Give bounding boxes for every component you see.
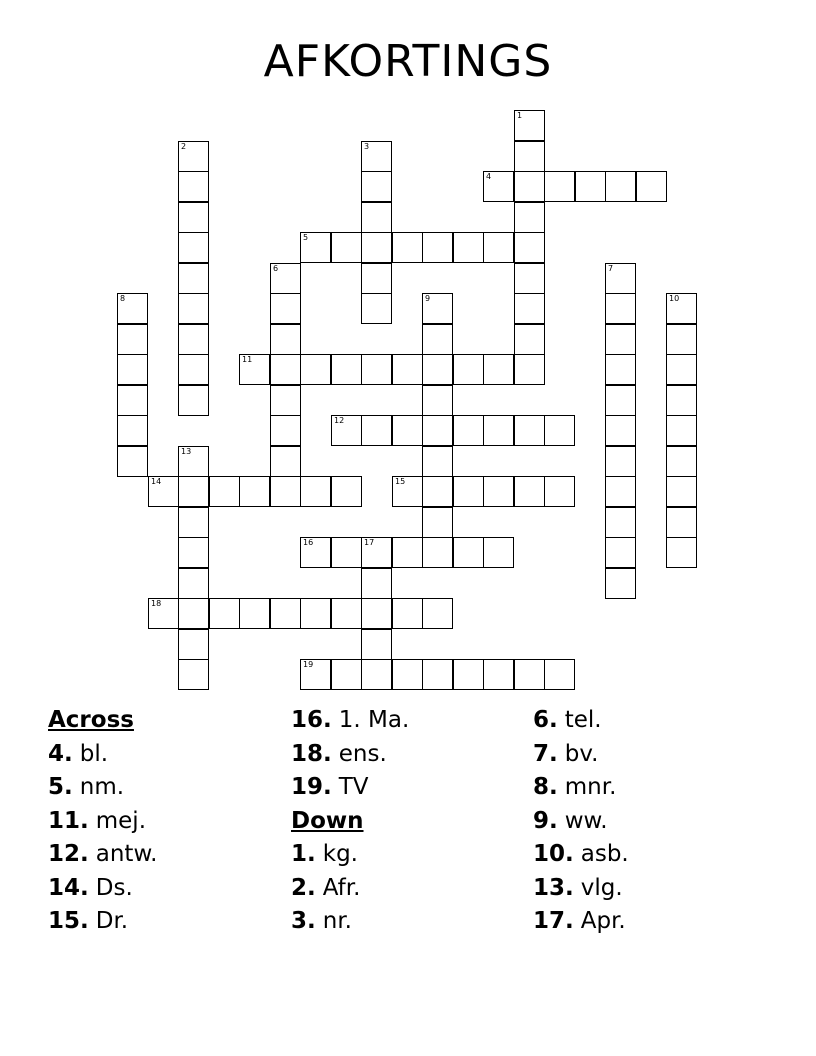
clue-text: bv.	[564, 740, 599, 767]
clue-number: 3.	[291, 908, 316, 934]
grid-cell[interactable]	[361, 537, 392, 568]
grid-cell[interactable]	[209, 476, 240, 507]
grid-cell[interactable]	[148, 598, 179, 629]
clue-text: nr.	[322, 908, 352, 934]
clue-across-18	[291, 738, 531, 772]
clue-text: tel.	[564, 707, 602, 733]
grid-cell[interactable]	[483, 476, 514, 507]
clue-number: 7.	[533, 740, 558, 767]
grid-cell[interactable]	[422, 354, 453, 385]
clue-across-4	[48, 738, 288, 772]
grid-cell[interactable]	[392, 537, 423, 568]
grid-cell[interactable]	[605, 415, 636, 446]
clue-text: vlg.	[580, 874, 623, 901]
cell-number: 11	[242, 355, 253, 364]
grid-cell[interactable]	[392, 354, 423, 385]
grid-cell[interactable]	[331, 659, 362, 690]
grid-cell[interactable]	[483, 171, 514, 202]
grid-cell[interactable]	[514, 141, 545, 172]
grid-cell[interactable]	[453, 476, 484, 507]
grid-cell[interactable]	[117, 446, 148, 477]
grid-cell[interactable]	[605, 537, 636, 568]
grid-cell[interactable]	[178, 385, 209, 416]
grid-cell[interactable]	[178, 507, 209, 538]
across-heading: Across	[48, 707, 134, 733]
cell-number: 8	[120, 294, 126, 303]
grid-cell[interactable]	[209, 598, 240, 629]
clue-text: Afr.	[322, 874, 361, 901]
grid-cell[interactable]	[605, 263, 636, 294]
grid-cell[interactable]	[544, 659, 575, 690]
grid-cell[interactable]	[453, 232, 484, 263]
clue-across-11	[48, 805, 288, 839]
clue-number: 14.	[48, 874, 89, 901]
clue-number: 4.	[48, 740, 73, 767]
grid-cell[interactable]	[666, 385, 697, 416]
grid-cell[interactable]	[117, 385, 148, 416]
grid-cell[interactable]	[331, 537, 362, 568]
down-heading: Down	[291, 807, 364, 834]
grid-cell[interactable]	[178, 476, 209, 507]
grid-cell[interactable]	[392, 659, 423, 690]
cell-number: 16	[303, 538, 314, 547]
clue-number: 16.	[291, 707, 332, 733]
grid-cell[interactable]	[270, 415, 301, 446]
cell-number: 7	[608, 264, 614, 273]
cell-number: 19	[303, 660, 314, 669]
page-title: AFKORTINGS	[263, 36, 553, 87]
grid-cell[interactable]	[331, 354, 362, 385]
cell-number: 4	[486, 172, 492, 181]
grid-cell[interactable]	[178, 141, 209, 172]
clue-across-16	[291, 704, 531, 738]
grid-cell[interactable]	[178, 598, 209, 629]
grid-cell[interactable]	[666, 354, 697, 385]
cell-number: 2	[181, 142, 187, 151]
grid-cell[interactable]	[270, 293, 301, 324]
grid-cell[interactable]	[483, 354, 514, 385]
clue-text: nm.	[79, 774, 125, 800]
grid-cell[interactable]	[270, 385, 301, 416]
grid-cell[interactable]	[361, 202, 392, 233]
grid-cell[interactable]	[300, 659, 331, 690]
grid-cell[interactable]	[605, 293, 636, 324]
clue-text: mnr.	[564, 774, 617, 800]
grid-cell[interactable]	[239, 476, 270, 507]
clue-text: Apr.	[580, 908, 626, 934]
grid-cell[interactable]	[514, 324, 545, 355]
cell-number: 15	[395, 477, 406, 486]
grid-cell[interactable]	[361, 415, 392, 446]
grid-cell[interactable]	[361, 263, 392, 294]
grid-cell[interactable]	[514, 232, 545, 263]
grid-cell[interactable]	[636, 171, 667, 202]
grid-cell[interactable]	[422, 598, 453, 629]
grid-cell[interactable]	[453, 354, 484, 385]
grid-cell[interactable]	[514, 202, 545, 233]
grid-cell[interactable]	[605, 568, 636, 599]
grid-cell[interactable]	[422, 476, 453, 507]
cell-number: 6	[273, 264, 279, 273]
clue-text: ens.	[338, 740, 387, 767]
grid-cell[interactable]	[453, 659, 484, 690]
grid-cell[interactable]	[361, 568, 392, 599]
clue-text: Dr.	[95, 908, 129, 934]
clue-across-12	[48, 838, 288, 872]
clue-text: TV	[338, 774, 369, 800]
grid-cell[interactable]	[514, 659, 545, 690]
clue-number: 18.	[291, 740, 332, 767]
clue-down-2	[291, 872, 531, 906]
grid-cell[interactable]	[270, 324, 301, 355]
clue-number: 1.	[291, 841, 316, 867]
clue-text: antw.	[95, 841, 158, 867]
grid-cell[interactable]	[270, 476, 301, 507]
grid-cell[interactable]	[666, 476, 697, 507]
grid-cell[interactable]	[666, 293, 697, 324]
clue-number: 5.	[48, 774, 73, 800]
clue-down-10	[533, 838, 773, 872]
grid-cell[interactable]	[483, 659, 514, 690]
grid-cell[interactable]	[361, 293, 392, 324]
grid-cell[interactable]	[514, 476, 545, 507]
grid-cell[interactable]	[392, 476, 423, 507]
grid-cell[interactable]	[178, 171, 209, 202]
grid-cell[interactable]	[300, 476, 331, 507]
clue-down-17	[533, 905, 773, 939]
cell-number: 1	[517, 111, 523, 120]
grid-cell[interactable]	[514, 293, 545, 324]
cell-number: 5	[303, 233, 309, 242]
grid-cell[interactable]	[605, 171, 636, 202]
grid-cell[interactable]	[117, 415, 148, 446]
grid-cell[interactable]	[178, 568, 209, 599]
grid-cell[interactable]	[148, 476, 179, 507]
grid-cell[interactable]	[483, 415, 514, 446]
grid-cell[interactable]	[270, 446, 301, 477]
grid-cell[interactable]	[178, 537, 209, 568]
grid-cell[interactable]	[361, 354, 392, 385]
grid-cell[interactable]	[422, 415, 453, 446]
grid-cell[interactable]	[666, 446, 697, 477]
clue-across-15	[48, 905, 288, 939]
grid-cell[interactable]	[666, 324, 697, 355]
grid-cell[interactable]	[544, 415, 575, 446]
grid-cell[interactable]	[422, 507, 453, 538]
clue-number: 2.	[291, 874, 316, 901]
grid-cell[interactable]	[361, 629, 392, 660]
clue-number: 11.	[48, 807, 89, 834]
clue-number: 13.	[533, 874, 574, 901]
grid-cell[interactable]	[331, 476, 362, 507]
grid-cell[interactable]	[605, 446, 636, 477]
clue-down-9	[533, 805, 773, 839]
grid-cell[interactable]	[483, 537, 514, 568]
clue-down-8	[533, 771, 773, 805]
grid-cell[interactable]	[239, 598, 270, 629]
grid-cell[interactable]	[392, 598, 423, 629]
cell-number: 12	[334, 416, 345, 425]
grid-cell[interactable]	[514, 110, 545, 141]
grid-cell[interactable]	[270, 263, 301, 294]
clue-down-7	[533, 738, 773, 772]
grid-cell[interactable]	[422, 232, 453, 263]
clue-down-13	[533, 872, 773, 906]
clue-across-19	[291, 771, 531, 805]
grid-cell[interactable]	[422, 659, 453, 690]
grid-cell[interactable]	[575, 171, 606, 202]
grid-cell[interactable]	[117, 293, 148, 324]
grid-cell[interactable]	[514, 171, 545, 202]
grid-cell[interactable]	[300, 598, 331, 629]
grid-cell[interactable]	[605, 324, 636, 355]
grid-cell[interactable]	[300, 232, 331, 263]
clue-column-1	[48, 704, 288, 939]
clue-number: 10.	[533, 841, 574, 867]
clue-down-1	[291, 838, 531, 872]
grid-cell[interactable]	[361, 659, 392, 690]
clue-column-3	[533, 704, 773, 939]
grid-cell[interactable]	[422, 324, 453, 355]
grid-cell[interactable]	[453, 415, 484, 446]
grid-cell[interactable]	[666, 415, 697, 446]
grid-cell[interactable]	[361, 232, 392, 263]
grid-cell[interactable]	[331, 415, 362, 446]
grid-cell[interactable]	[605, 476, 636, 507]
grid-cell[interactable]	[422, 293, 453, 324]
clue-number: 12.	[48, 841, 89, 867]
cell-number: 3	[364, 142, 370, 151]
grid-cell[interactable]	[178, 263, 209, 294]
grid-cell[interactable]	[178, 232, 209, 263]
grid-cell[interactable]	[666, 507, 697, 538]
grid-cell[interactable]	[361, 171, 392, 202]
grid-cell[interactable]	[514, 263, 545, 294]
grid-cell[interactable]	[117, 324, 148, 355]
grid-cell[interactable]	[392, 415, 423, 446]
grid-cell[interactable]	[422, 385, 453, 416]
grid-cell[interactable]	[178, 629, 209, 660]
grid-cell[interactable]	[544, 171, 575, 202]
clue-number: 8.	[533, 774, 558, 800]
clue-across-14	[48, 872, 288, 906]
grid-cell[interactable]	[178, 293, 209, 324]
grid-cell[interactable]	[605, 385, 636, 416]
clue-text: mej.	[95, 807, 147, 834]
clue-text: asb.	[580, 841, 629, 867]
grid-cell[interactable]	[270, 598, 301, 629]
clue-number: 15.	[48, 908, 89, 934]
clue-number: 17.	[533, 908, 574, 934]
clue-text: bl.	[79, 740, 109, 767]
clue-number: 19.	[291, 774, 332, 800]
clue-column-2	[291, 704, 531, 939]
grid-cell[interactable]	[514, 415, 545, 446]
cell-number: 9	[425, 294, 431, 303]
grid-cell[interactable]	[117, 354, 148, 385]
clue-text: 1. Ma.	[338, 707, 410, 733]
grid-cell[interactable]	[361, 598, 392, 629]
grid-cell[interactable]	[605, 354, 636, 385]
grid-cell[interactable]	[178, 446, 209, 477]
grid-cell[interactable]	[422, 446, 453, 477]
grid-cell[interactable]	[270, 354, 301, 385]
grid-cell[interactable]	[300, 537, 331, 568]
grid-cell[interactable]	[453, 537, 484, 568]
cell-number: 17	[364, 538, 375, 547]
grid-cell[interactable]	[605, 507, 636, 538]
cell-number: 18	[151, 599, 162, 608]
grid-cell[interactable]	[178, 324, 209, 355]
clue-across-5	[48, 771, 288, 805]
clue-down-6	[533, 704, 773, 738]
clue-text: kg.	[322, 841, 358, 867]
grid-cell[interactable]	[392, 232, 423, 263]
clue-number: 9.	[533, 807, 558, 834]
grid-cell[interactable]	[300, 354, 331, 385]
clue-down-3	[291, 905, 531, 939]
grid-cell[interactable]	[239, 354, 270, 385]
grid-cell[interactable]	[331, 598, 362, 629]
grid-cell[interactable]	[331, 232, 362, 263]
clue-text: ww.	[564, 807, 608, 834]
grid-cell[interactable]	[483, 232, 514, 263]
cell-number: 10	[669, 294, 680, 303]
clue-number: 6.	[533, 707, 558, 733]
cell-number: 13	[181, 447, 192, 456]
cell-number: 14	[151, 477, 162, 486]
grid-cell[interactable]	[544, 476, 575, 507]
grid-cell[interactable]	[514, 354, 545, 385]
grid-cell[interactable]	[178, 659, 209, 690]
grid-cell[interactable]	[666, 537, 697, 568]
grid-cell[interactable]	[361, 141, 392, 172]
grid-cell[interactable]	[422, 537, 453, 568]
grid-cell[interactable]	[178, 202, 209, 233]
grid-cell[interactable]	[178, 354, 209, 385]
clue-text: Ds.	[95, 874, 133, 901]
